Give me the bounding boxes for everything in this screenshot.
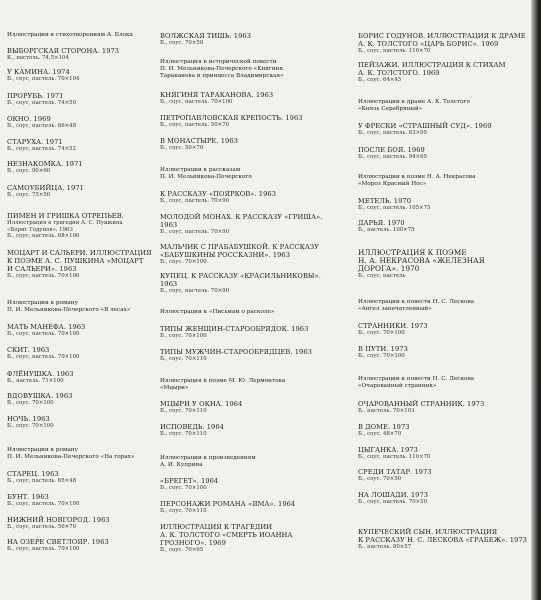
entry-details: Б., пастель. 70×103 [358,408,415,414]
entry-title: ИЛЛЮСТРАЦИЯ К ПОЭМЕ Н. А. НЕКРАСОВА «ЖЕЛЕЗНАЯ ДОРОГА». 1970 [358,248,485,273]
entry-details: Б., соус, пастель. 50×70 [160,122,230,128]
catalog-entry [7,370,157,385]
catalog-entry [7,249,157,280]
entry-details: Б., соус, пастель. 70×100 [7,331,80,337]
entry-title: СТРАННИКИ. 1973 [358,322,428,330]
catalog-entry [358,345,530,360]
entry-details: Б., пастель. 71×100 [7,378,64,384]
section-header-text: Иллюстрации к рассказам П. И. Мельникова-Печерского [160,167,252,180]
section-header [160,455,350,469]
section-header [7,447,157,461]
catalog-entry [160,523,350,554]
catalog-entry [160,348,350,363]
entry-title: ПОСЛЕ БОЯ. 1969 [358,146,425,154]
section-header-text: Иллюстрации к роману П. И. Мельникова-Печерского «В лесах» [7,300,131,313]
catalog-entry [160,137,350,152]
entry-details: Б., соус, пастель. 70×104 [7,76,80,82]
catalog-entry [7,92,157,107]
entry-title: ИЛЛЮСТРАЦИЯ К ТРАГЕДИИ А. К. ТОЛСТОГО «СМЕРТЬ ИОАННА ГРОЗНОГО». 1969 [160,523,293,547]
section-header [358,376,530,390]
entry-details: Б., соус, пастель. 74×52 [7,146,77,152]
entry-title: БОРИС ГОДУНОВ. ИЛЛЮСТРАЦИЯ К ДРАМЕ А. К. ТОЛСТОГО «ЦАРЬ БОРИС». 1969 [358,32,526,48]
catalog-entry [7,493,157,508]
entry-details: Б., соус. 70×100 [160,485,207,491]
entry-title: НА ОЗЕРЕ СВЕТЛОЯР. 1963 [7,538,109,546]
entry-details: Б., соус, пастель. 70×90 [160,198,230,204]
entry-details: Б., соус. 50×70 [160,145,204,151]
catalog-entry [358,468,530,483]
entry-title: ВЫБОРГСКАЯ СТОРОНА. 1973 [7,47,120,55]
section-header [358,174,530,188]
entry-details: Б., соус. 70×100 [160,333,207,339]
entry-title: НЕЗНАКОМКА. 1971 [7,160,83,168]
catalog-entry [358,322,530,337]
entry-details: Б., соус, пастель. 66×48 [7,123,77,129]
entry-title: НИЖНИЙ НОВГОРОД. 1963 [7,516,110,524]
entry-title: СРЕДИ ТАТАР. 1973 [358,468,432,476]
entry-title: САМОУБИЙЦА. 1971 [7,184,84,192]
entry-details: К., пастель. 74,5×104 [7,55,69,61]
catalog-entry [160,477,350,492]
catalog-entry [160,243,350,266]
entry-details: Б., соус, пастель. 110×70 [358,48,431,54]
section-header-text: Иллюстрации к драме А. К. Толстого «Князь Серебряный» [358,99,470,112]
catalog-entry [7,212,157,240]
entry-details: Б., соус, пастель. 65×48 [7,478,77,484]
entry-title: ЦЫГАНКА. 1973 [358,446,418,454]
entry-title: ИСПОВЕДЬ. 1964 [160,423,224,431]
catalog-entry [160,91,350,106]
entry-title: СКИТ. 1963 [7,346,50,354]
catalog-entry [358,400,530,415]
catalog-entry [7,138,157,153]
section-header-text: Иллюстрации к роману П. И. Мельникова-Печерского «На горах» [7,447,135,460]
entry-title: ТИПЫ МУЖЧИН-СТАРООБРЯДЦЕВ. 1963 [160,348,312,356]
catalog-entry [358,32,530,55]
entry-details: Б., соус, пастель. 70×100 [160,99,233,105]
section-header-text: Иллюстрации к повести Н. С. Лескова «Очарованный странник» [358,376,475,389]
section-header [358,99,530,113]
catalog-entry [358,528,530,551]
entry-title: У КАМИНА. 1974 [7,68,70,76]
entry-title: ФЛЁНУШКА. 1963 [7,370,74,378]
entry-title: СТАРУХА. 1971 [7,138,63,146]
section-header [160,59,350,80]
entry-details: Б., соус, пастель. 70×100 [7,273,80,279]
entry-title: У ФРЕСКИ «СТРАШНЫЙ СУД». 1969 [358,122,492,130]
entry-details: Б., соус, пастель. 70×90 [160,229,230,235]
catalog-entry [358,122,530,137]
entry-title: СТАРЕЦ. 1963 [7,470,59,478]
section-header [160,167,350,181]
catalog-entry [7,323,157,338]
catalog-entry [7,470,157,485]
catalog-entry [358,423,530,438]
section-header-text: Иллюстрации к «Письмам о расколе» [160,309,275,315]
entry-title: ДАРЬЯ. 1970 [358,219,405,227]
entry-details: Б., соус. 64×45 [358,77,402,83]
entry-details: Б., соус, пастель. 70×50 [358,499,428,505]
entry-details: Иллюстрация к трагедии А. С. Пушкина «Борис Годунов». 1963 Б., соус, пастель. 68×100 [7,220,123,239]
entry-title: ПЕТРОПАВЛОВСКАЯ КРЕПОСТЬ. 1963 [160,114,303,122]
entry-title: КУПЕЧЕСКИЙ СЫН. ИЛЛЮСТРАЦИЯ К РАССКАЗУ Н. С. ЛЕСКОВА «ГРАБЕЖ». 1973 [358,528,527,544]
entry-details: Б., соус, пастель. 70×100 [7,354,80,360]
entry-title: КНЯГИНЯ ТАРАКАНОВА. 1963 [160,91,274,99]
entry-details: Б., соус. 75×50 [7,192,51,198]
entry-title: ВДОВУШКА. 1963 [7,392,73,400]
catalog-entry [160,32,350,47]
entry-title: В ДОМЕ. 1973 [358,423,410,431]
catalog-entry [160,114,350,129]
entry-title: МАЛЬЧИК С ПРАБАБУШКОЙ. К РАССКАЗУ «БАБУШКИНЫ РОССКАЗНИ». 1963 [160,243,320,259]
entry-title: МАТЬ МАНЕФА. 1963 [7,323,86,331]
entry-details: Б., соус, пастель. 70×100 [7,501,80,507]
catalog-entry [7,415,157,430]
entry-details: Б., соус, пастель. 63×95 [358,130,428,136]
entry-title: ПЕРСОНАЖИ РОМАНА «ЯМА». 1964 [160,500,296,508]
entry-title: ОЧАРОВАННЫЙ СТРАННИК. 1973 [358,400,485,408]
catalog-entry [160,190,350,205]
entry-details: Б., соус, пастель. 50×70 [7,524,77,530]
catalog-entry [358,197,530,212]
catalog-entry [358,249,530,280]
catalog-entry [7,115,157,130]
section-header [7,300,157,314]
entry-title: «БРЕГЕТ». 1964 [160,477,219,485]
entry-title: МОЛОДОЙ МОНАХ. К РАССКАЗУ «ГРИША». 1963 [160,213,323,229]
entry-details: Б., соус. 70×100 [358,330,405,336]
entry-details: Б., соус, пастель [358,273,406,279]
page-edge-shadow [531,0,541,600]
entry-details: Б., соус, пастель. 110×70 [358,454,431,460]
entry-details: Б., соус. 70×110 [160,408,207,414]
section-header [358,299,530,313]
catalog-entry [358,219,530,234]
entry-details: Б., соус. 70×50 [358,476,402,482]
section-header-text: Иллюстрации к стихотворениям А. Блока [7,32,133,38]
catalog-entry [160,500,350,515]
catalog-entry [7,346,157,361]
entry-title: В ПУТИ. 1973 [358,345,408,353]
catalog-entry [7,184,157,199]
section-header-text: Иллюстрация к поэме М. Ю. Лермонтова «Мцыри» [160,378,286,391]
entry-details: Б., соус. 70×100 [7,400,54,406]
entry-title: БУНТ. 1963 [7,493,49,501]
entry-title: ВОЛЖСКАЯ ТИШЬ. 1963 [160,32,252,40]
catalog-entry [7,160,157,175]
section-header [160,309,350,316]
section-header-text: Иллюстрации к поэме Н. А. Некрасова «Мороз Красный Нос» [358,174,476,187]
entry-details: Б., соус, пастель. 94×65 [358,154,428,160]
section-header [7,32,157,39]
entry-title: ТИПЫ ЖЕНЩИН-СТАРООБРЯДОК. 1963 [160,325,309,333]
catalog-entry [160,272,350,295]
entry-title: В МОНАСТЫРЕ. 1963 [160,137,238,145]
entry-details: Б., соус, пастель. 70×100 [7,546,80,552]
entry-title: ПРОРУБЬ. 1971 [7,92,64,100]
entry-details: Б., соус, пастель. 105×75 [358,205,431,211]
entry-details: Б., соус. 70×100 [7,423,54,429]
catalog-entry [358,446,530,461]
entry-title: ПЕЙЗАЖИ. ИЛЛЮСТРАЦИЯ К СТИХАМ А. К. ТОЛСТОГО. 1969 [358,61,506,77]
entry-title: ПИМЕН И ГРИШКА ОТРЕПЬЕВ. [7,212,124,220]
section-header [160,378,350,392]
catalog-entry [358,491,530,506]
entry-title: МЦЫРИ У ОКНА. 1964 [160,400,243,408]
entry-details: Б., соус. 48×70 [358,431,402,437]
entry-details: Б., соус. 70×65 [160,547,204,553]
entry-title: ОКНО. 1969 [7,115,51,123]
catalog-entry [160,400,350,415]
section-header-text: Иллюстрации к произведениям А. И. Куприна [160,455,256,468]
entry-details: Б., соус. 70×110 [160,356,207,362]
catalog-entry [160,423,350,438]
entry-details: Б., пастель. 80×57 [358,544,412,550]
catalog-entry [160,325,350,340]
entry-title: КУПЕЦ. К РАССКАЗУ «КРАСИЛЬНИКОВЫ». 1963 [160,272,321,288]
catalog-entry [358,61,530,84]
catalog-entry [7,392,157,407]
entry-title: К РАССКАЗУ «ПОЯРКОВ». 1963 [160,190,277,198]
catalog-entry [7,68,157,83]
catalog-entry [7,538,157,553]
entry-details: Б., соус. 70×110 [160,431,207,437]
entry-details: Б., соус. 70×100 [358,353,405,359]
entry-title: МЕТЕЛЬ. 1970 [358,197,412,205]
section-header-text: Иллюстрация к исторической повести П. И. Мельникова-Печерского «Княгиня Тараканова и принцесса Владимирская» [160,59,284,79]
entry-title: МОЦАРТ И САЛЬЕРИ. ИЛЛЮСТРАЦИЯ К ПОЭМЕ А. С. ПУШКИНА «МОЦАРТ И САЛЬЕРИ». 1963 [7,249,152,273]
entry-details: Б., соус. 90×60 [7,168,51,174]
catalog-entry [160,213,350,236]
catalog-entry [7,516,157,531]
catalog-entry [7,47,157,62]
entry-details: Б., соус, пастель. 74×50 [7,100,77,106]
entry-title: НА ЛОШАДИ. 1973 [358,491,429,499]
entry-details: Б., пастель. 100×75 [358,227,415,233]
entry-details: Б., соус, пастель. 70×90 [160,288,230,294]
catalog-entry [358,146,530,161]
section-header-text: Иллюстрации к повести Н. С. Лескова «Ангел запечатленный» [358,299,475,312]
entry-details: Б., соус. 70×110 [160,508,207,514]
entry-title: НОЧЬ. 1963 [7,415,50,423]
entry-details: Б., соус. 70×100 [160,259,207,265]
entry-details: Б., соус. 70×50 [160,40,204,46]
